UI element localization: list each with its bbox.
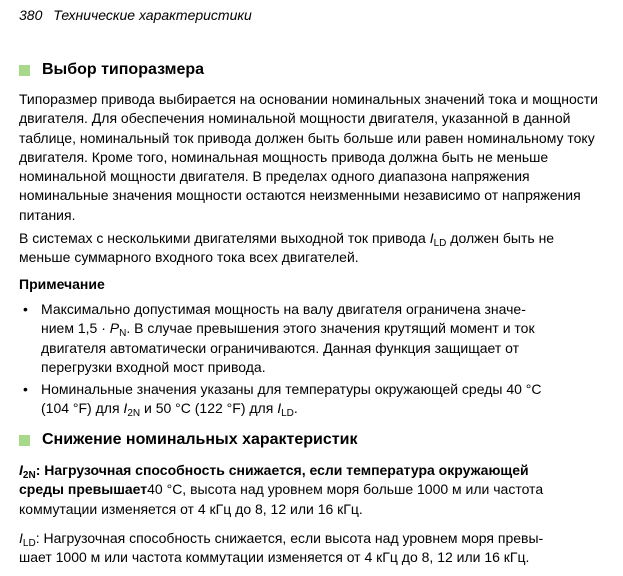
- symbol-i: I: [19, 530, 23, 546]
- subscript-2n: 2N: [22, 470, 36, 481]
- subscript-2n: 2N: [127, 408, 141, 420]
- bullet-dot-icon: •: [23, 381, 28, 397]
- section-square-icon: [19, 65, 30, 76]
- subscript-ld: LD: [22, 538, 36, 549]
- note-bullet-1: [19, 300, 609, 380]
- section-heading-size-selection: [19, 61, 204, 79]
- running-header: [19, 7, 252, 23]
- header-title: Технические характеристики: [53, 7, 252, 23]
- section-heading-derating: [19, 431, 357, 449]
- bullet-dot-icon: •: [23, 301, 28, 317]
- paragraph-ild-derating: [19, 529, 609, 568]
- bullet-line: двигателя автоматически ограничиваются. Данная функция защищает от: [41, 339, 520, 356]
- subscript-ld: LD: [281, 408, 294, 420]
- symbol-i: I: [123, 400, 128, 417]
- text-fragment: . В случае превышения этого значения крутящий момент и ток: [126, 320, 535, 337]
- para-line: шает 1000 м или частота коммутации изменяется от 4 кГц до 8, 12 или 16 кГц.: [19, 549, 530, 566]
- para-line: [19, 461, 609, 480]
- section-square-icon: [19, 435, 30, 446]
- note-bullet-2: [19, 380, 609, 420]
- text-fragment: : Нагрузочная способность снижается, если высота над уровнем моря превы-: [35, 530, 544, 546]
- paragraph-i2n-derating: [19, 461, 609, 519]
- page-number: 380: [19, 7, 43, 23]
- para-line: [19, 480, 609, 499]
- bullet-line: Номинальные значения указаны для температуры окружающей среды 40 °C: [41, 381, 542, 397]
- note-heading: Примечание: [19, 276, 105, 292]
- bullet-line: Максимально допустимая мощность на валу двигателя ограничена значе-: [41, 301, 526, 317]
- section-heading-text: Снижение номинальных характеристик: [42, 431, 358, 448]
- para-line: [19, 529, 609, 548]
- symbol-i: I: [19, 462, 23, 478]
- paragraph-multi-motor: [19, 229, 609, 268]
- text-fragment: среды превышает: [19, 481, 148, 498]
- bullet-line: [41, 319, 601, 338]
- paragraph-size-selection: Типоразмер привода выбирается на основании номинальных значений тока и мощности двигателя. Для обеспечения номинальной мощности двигателя, указанной в данной таблице, номинальный ток привода должен быть больше или равен номинальному току двигателя. Кроме того, номинальная мощность привода должна быть не меньше номинальной мощности двигателя. В пределах одного диапазона напряжения номинальные значения мощности остаются неизменными независимо от напряжения питания.: [19, 91, 598, 223]
- symbol-p: P: [109, 320, 120, 337]
- text-fragment: нием 1,5 ·: [41, 320, 110, 337]
- text-fragment: и 50 °C (122 °F) для: [140, 400, 278, 417]
- text-fragment: 40 °C, высота над уровнем моря больше 1000 м или частота: [147, 481, 544, 498]
- bullet-line: перегрузки входной мост привода.: [41, 358, 266, 375]
- text-fragment: (104 °F) для: [41, 400, 124, 417]
- text-fragment: .: [293, 400, 298, 417]
- section-heading-text: Выбор типоразмера: [42, 61, 205, 78]
- symbol-i: I: [277, 400, 282, 417]
- para-line: коммутации изменяется от 4 кГц до 8, 12 или 16 кГц.: [19, 500, 363, 517]
- symbol-i: I: [429, 230, 434, 246]
- bullet-line: [41, 399, 601, 418]
- text-fragment: В системах с несколькими двигателями выходной ток привода: [19, 230, 430, 246]
- subscript-n: N: [119, 328, 127, 340]
- text-fragment: должен быть не меньше суммарного входного тока всех двигателей.: [19, 230, 555, 266]
- text-fragment: : Нагрузочная способность снижается, если температура окружающей: [35, 462, 529, 478]
- subscript-ld: LD: [433, 238, 447, 249]
